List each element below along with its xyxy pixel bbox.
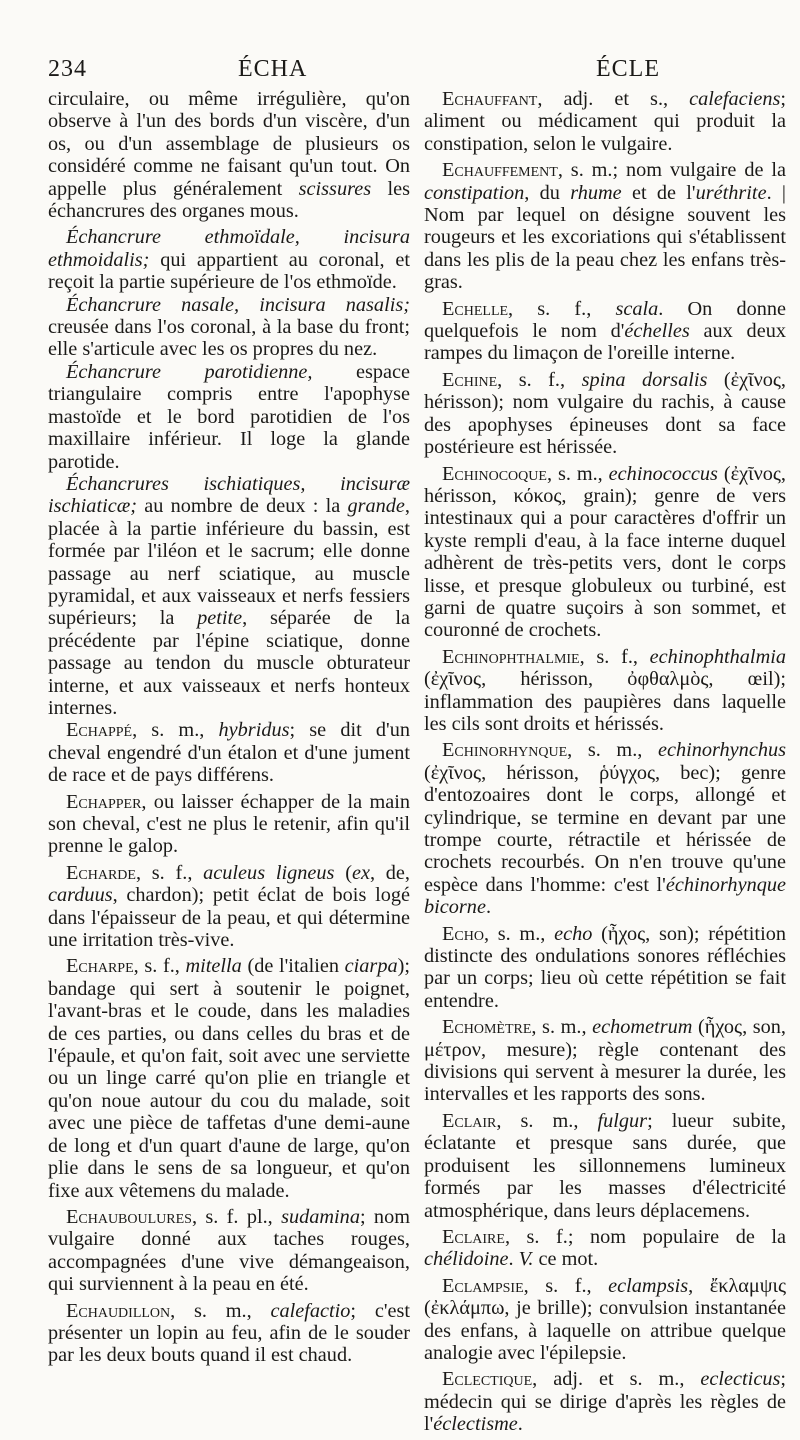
left-guide-word: ÉCHA [238,56,308,82]
entry-text: (ἐχῖνος, hérisson, ῥύγχος, bec); genre d'entozoaires dont le corps, allongé et cylindrique, se termine en devant par une trompe courte, rétractile et hérissée de crochets recourbés. On n'en trouve qu'une espèce dans l'homme: c'est l' [424,761,786,896]
dictionary-entry [424,369,786,459]
entry-headword: Eclectique [442,1368,533,1391]
entry-text: (ἐχῖνος, hérisson, ὀφθαλμὸς, œil); inflammation des paupières dans laquelle les cils sont droits et hérissés. [424,668,786,735]
entry-text: et de l' [621,181,696,204]
entry-headword: Echomètre [442,1016,532,1039]
entry-text: ); bandage qui sert à soutenir le poignet, l'avant-bras et le coude, dans les maladies de ces parties, ou dans celles du bras et de l'épaule, et qu'on fait, soit avec une serviette ou un linge carré qu'on plie en triangle et qu'on noue autour du cou du malade, soit avec une pièce de taffetas d'une demi-aune de long et d'un quart d'aune de large, qu'on plie dans le sens de sa longueur, et qu'on fixe aux vêtemens du malade. [48,955,410,1202]
dictionary-entry [424,1226,786,1271]
entry-text: , du [524,181,571,204]
entry-headword: Echaudillon [66,1299,171,1322]
entry-text: V. [518,1248,534,1271]
right-guide-word: ÉCLE [596,56,660,82]
entry-text: ; lueur subite, éclatante et presque sans durée, que produisent les sillonnemens lumineux formés par les masses d'électricité atmosphérique, dans leurs déplacemens. [424,1109,786,1222]
dictionary-entry [424,298,786,365]
entry-text: , s. m., [132,719,219,742]
dictionary-entry [424,88,786,155]
entry-text: , s. f.; nom populaire de la [504,1225,786,1248]
page-number: 234 [48,56,87,82]
entry-text: les échancrures des organes mous. [48,177,410,223]
entry-text: échinorhynque bicorne [424,873,786,919]
entry-text: , séparée de la précédente par l'épine sciatique, donne passage au tendon du muscle obturateur interne, et aux vaisseaux et nerfs honteux internes. [48,607,410,719]
dictionary-entry [424,159,786,293]
entry-text: Échancrure parotidienne, [66,360,313,383]
entry-text: ; aliment ou médicament qui produit la constipation, selon le vulgaire. [424,88,786,155]
entry-text: échelles [624,320,690,343]
entry-text: , s. m., [170,1299,271,1322]
dictionary-entry [48,361,410,473]
entry-headword: Eclaire [442,1225,505,1248]
dictionary-entry [424,1110,786,1222]
entry-text: espace triangulaire compris entre l'apophyse mastoïde et le bord parotidien de l'os maxillaire inférieur. Il loge la glande parotide. [48,360,410,473]
dictionary-entry [48,862,410,952]
dictionary-entry [48,791,410,858]
entry-text: chélidoine [424,1248,509,1271]
dictionary-entry [424,739,786,918]
entry-headword: Echinophthalmie [442,645,580,668]
entry-text: (ἐχῖνος, hérisson, κόκος, grain); genre de vers intestinaux qui a pour caractères d'offrir un kyste rempli d'eau, à la face interne duquel adhèrent de très-petits vers, dont le corps lisse, et presque globuleux ou turbiné, est garni de quatre suçoirs à son sommet, et couronné de crochets. [424,462,786,642]
entry-text: . [485,896,492,919]
entry-text: , ou laisser échapper de la main son cheval, c'est ne plus le retenir, afin qu'il prenne le galop. [48,790,410,858]
dictionary-entry [424,646,786,736]
entry-text: scala [615,297,659,320]
entry-text: petite [197,607,243,630]
entry-text: aux deux rampes du limaçon de l'oreille interne. [424,320,786,365]
entry-text: scissures [298,177,372,200]
running-header [48,56,760,90]
entry-text: (de l'italien [241,955,345,978]
entry-headword: Echapper [66,790,142,813]
entry-text: uréthrite [695,181,767,204]
entry-text: eclampsis [608,1274,689,1297]
entry-text: , s. f., [508,297,616,320]
entry-text: . On donne quelquefois le nom d' [424,297,787,343]
entry-text: au nombre de deux : la [137,495,348,518]
entry-text: , s. m., [483,922,555,945]
entry-text: (ἦχος, son); répétition distincte des ondulations sonores réfléchies par un corps; lieu où cette répétition se fait entendre. [424,922,786,1012]
entry-text: , s. m., [531,1016,593,1039]
dictionary-entry [48,719,410,786]
entry-text: spina dorsalis [581,368,708,391]
entry-headword: Echelle [442,297,509,320]
entry-headword: Echarpe [66,955,134,978]
entry-text: , s. f., [497,368,582,391]
dictionary-entry [424,1368,786,1435]
entry-text: . [508,1248,519,1271]
entry-text: , s. f., [579,645,650,668]
dictionary-entry [48,1206,410,1296]
entry-text: rhume [570,181,622,204]
entry-text: (ἦχος, son, μέτρον, mesure); règle contenant des divisions qui servent à mesurer la durée, les intervalles et les rapports des sons. [424,1016,786,1106]
dictionary-entry [424,463,786,642]
entry-text: , placée à la partie inférieure du bassin, est formée par l'iléon et le sacrum; elle donne passage au nerf sciatique, au muscle pyramidal, et aux vaisseaux et nerfs fessiers supérieurs; la [48,495,410,630]
entry-text: . | Nom par lequel on désigne souvent les rougeurs et les excoriations qui s'établissent dans les plis de la peau chez les enfans très-gras. [424,181,786,294]
entry-text: , ἔκλαμψις (ἐκλάμπω, je brille); convulsion instantanée des enfans, à laquelle on attribue quelque analogie avec l'épilepsie. [424,1274,786,1364]
dictionary-entry [424,923,786,1013]
entry-text: Échancrure nasale, incisura nasalis; [66,293,410,316]
right-column [424,88,786,1440]
dictionary-entry [48,88,410,222]
dictionary-entry [48,1300,410,1367]
entry-headword: Eclampsie [442,1274,524,1297]
entry-text: , chardon); petit éclat de bois logé dans l'épaisseur de la peau, et qui détermine une irritation très-vive. [48,884,410,952]
entry-text: carduus [48,884,113,907]
entry-text: grande [347,495,405,518]
entry-text: echinococcus [608,462,718,485]
entry-text: , s. m., [567,739,658,762]
entry-text: , s. f., [523,1274,609,1297]
entry-text: fulgur [597,1109,648,1132]
entry-text: , s. f., [133,955,186,978]
entry-text: echinorhynchus [657,739,786,762]
entry-text: , s. m., [496,1109,598,1132]
entry-headword: Echinocoque [442,462,547,485]
entry-text: hybridus [218,719,290,742]
entry-headword: Echarde [66,861,136,884]
entry-headword: Echauffement [442,159,558,182]
entry-text: ; c'est présenter un lopin au feu, afin de le souder par les deux bouts quand il est chaud. [48,1299,410,1367]
dictionary-entry [48,955,410,1201]
entry-text: creusée dans l'os coronal, à la base du front; elle s'articule avec les os propres du nez. [48,316,410,361]
entry-text: ce mot. [533,1248,599,1271]
entry-headword: Echauffant [442,88,538,110]
entry-text: , s. m.; nom vulgaire de la [557,159,786,182]
entry-text: eclecticus [700,1368,781,1391]
dictionary-entry [424,1016,786,1106]
dictionary-entry [48,226,410,293]
entry-headword: Echappé [66,719,133,742]
entry-headword: Echinorhynque [442,739,568,762]
entry-text: echometrum [592,1016,693,1039]
entry-text: echinophthalmia [649,645,786,668]
entry-headword: Eclair [442,1109,497,1132]
entry-text: sudamina [281,1205,360,1228]
entry-text: (ἐχῖνος, hérisson); nom vulgaire du rachis, à cause des apophyses épineuses dont sa face postérieure est hérissée. [424,368,787,459]
left-column [48,88,410,1371]
dictionary-entry [424,1275,786,1365]
entry-text: , s. m., [546,462,609,485]
entry-text: ; médecin qui se dirige d'après les règles de l' [424,1368,786,1436]
entry-text: ciarpa [344,955,398,978]
entry-text: ( [334,861,352,884]
entry-text: calefaciens [689,88,781,110]
entry-text: , adj. et s., [537,88,690,110]
entry-text: ex [351,861,370,884]
entry-headword: Echine [442,368,498,391]
entry-text: constipation [424,181,525,204]
entry-text: éclectisme [433,1413,518,1436]
entry-headword: Echauboulures [66,1205,192,1228]
entry-text: ; se dit d'un cheval engendré d'un étalon et d'une jument de race et de pays différens. [48,719,410,787]
entry-text: , s. f. pl., [191,1205,282,1228]
entry-text: , s. f., [135,861,204,884]
entry-text: calefactio [270,1299,351,1322]
entry-text: . [517,1413,523,1436]
entry-text: qui appartient au coronal, et reçoit la partie supérieure de l'os ethmoïde. [48,248,410,294]
entry-text: , adj. et s. m., [532,1368,701,1391]
entry-text: Échancrures ischiatiques, incisuræ ischiaticæ; [48,472,410,518]
dictionary-entry [48,294,410,361]
entry-text: mitella [185,955,242,978]
entry-text: circulaire, ou même irrégulière, qu'on observe à l'un des bords d'un viscère, d'un os, ou d'un assemblage de plusieurs os considéré comme ne faisant qu'un tout. On appelle plus généralement [48,88,410,200]
dictionary-entry [48,473,410,719]
entry-text: aculeus ligneus [203,861,335,884]
entry-text: Échancrure ethmoïdale, incisura ethmoidalis; [48,226,410,271]
entry-text: ; nom vulgaire donné aux taches rouges, accompagnées d'une vive démangeaison, qui surviennent à la peau en été. [48,1205,410,1296]
entry-text: echo [554,922,593,945]
entry-text: , de, [369,861,411,884]
entry-headword: Echo [442,922,484,945]
